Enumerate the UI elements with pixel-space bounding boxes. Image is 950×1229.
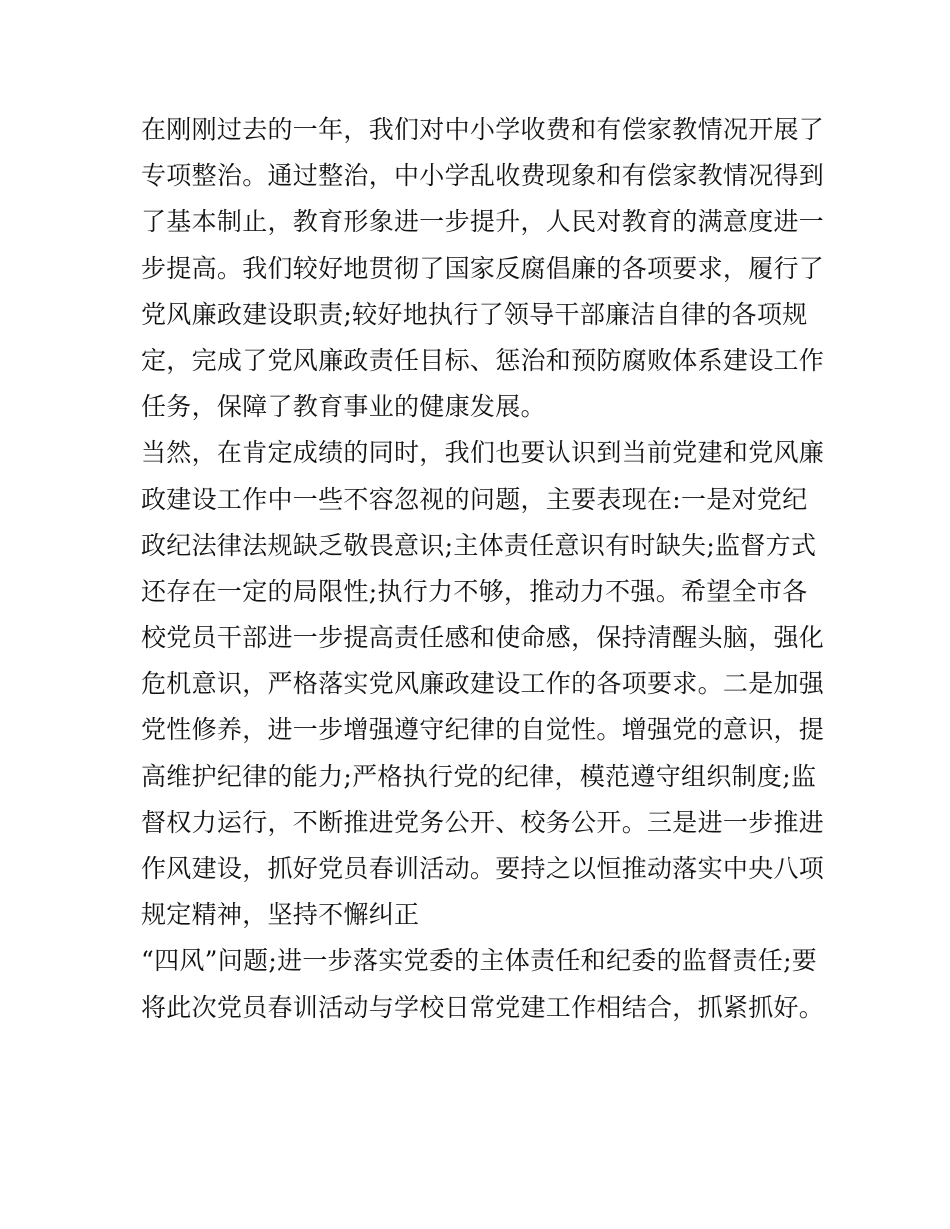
text-line: 督权力运行，不断推进党务公开、校务公开。三是进一步推进	[141, 807, 825, 837]
text-line: 定，完成了党风廉政责任目标、惩治和预防腐败体系建设工作	[141, 345, 825, 375]
text-line: 了基本制止，教育形象进一步提升，人民对教育的满意度进一	[141, 207, 825, 237]
text-line: 专项整治。通过整治，中小学乱收费现象和有偿家教情况得到	[141, 161, 825, 191]
text-line: 党性修养，进一步增强遵守纪律的自觉性。增强党的意识，提	[141, 715, 825, 745]
text-line: 还存在一定的局限性;执行力不够，推动力不强。希望全市各	[141, 576, 808, 606]
text-line: 任务，保障了教育事业的健康发展。	[141, 392, 546, 422]
text-line: “四风”问题;进一步落实党委的主体责任和纪委的监督责任;要	[141, 946, 818, 976]
text-line: 党风廉政建设职责;较好地执行了领导干部廉洁自律的各项规	[141, 299, 808, 329]
text-line: 步提高。我们较好地贯彻了国家反腐倡廉的各项要求，履行了	[141, 253, 825, 283]
text-line: 作风建设，抓好党员春训活动。要持之以恒推动落实中央八项	[141, 854, 825, 883]
text-line: 危机意识，严格落实党风廉政建设工作的各项要求。二是加强	[141, 669, 825, 699]
text-line: 将此次党员春训活动与学校日常党建工作相结合，抓紧抓好。	[141, 992, 825, 1022]
text-line: 政建设工作中一些不容忽视的问题，主要表现在:一是对党纪	[141, 484, 808, 514]
body-text	[141, 107, 825, 1031]
text-line: 在刚刚过去的一年，我们对中小学收费和有偿家教情况开展了	[141, 115, 825, 144]
text-line: 高维护纪律的能力;严格执行党的纪律，模范遵守组织制度;监	[141, 761, 817, 791]
text-line: 政纪法律法规缺乏敬畏意识;主体责任意识有时缺失;监督方式	[141, 530, 817, 560]
text-line: 校党员干部进一步提高责任感和使命感，保持清醒头脑，强化	[141, 623, 825, 653]
text-line: 当然，在肯定成绩的同时，我们也要认识到当前党建和党风廉	[141, 438, 825, 468]
text-line: 规定精神，坚持不懈纠正	[141, 900, 420, 930]
